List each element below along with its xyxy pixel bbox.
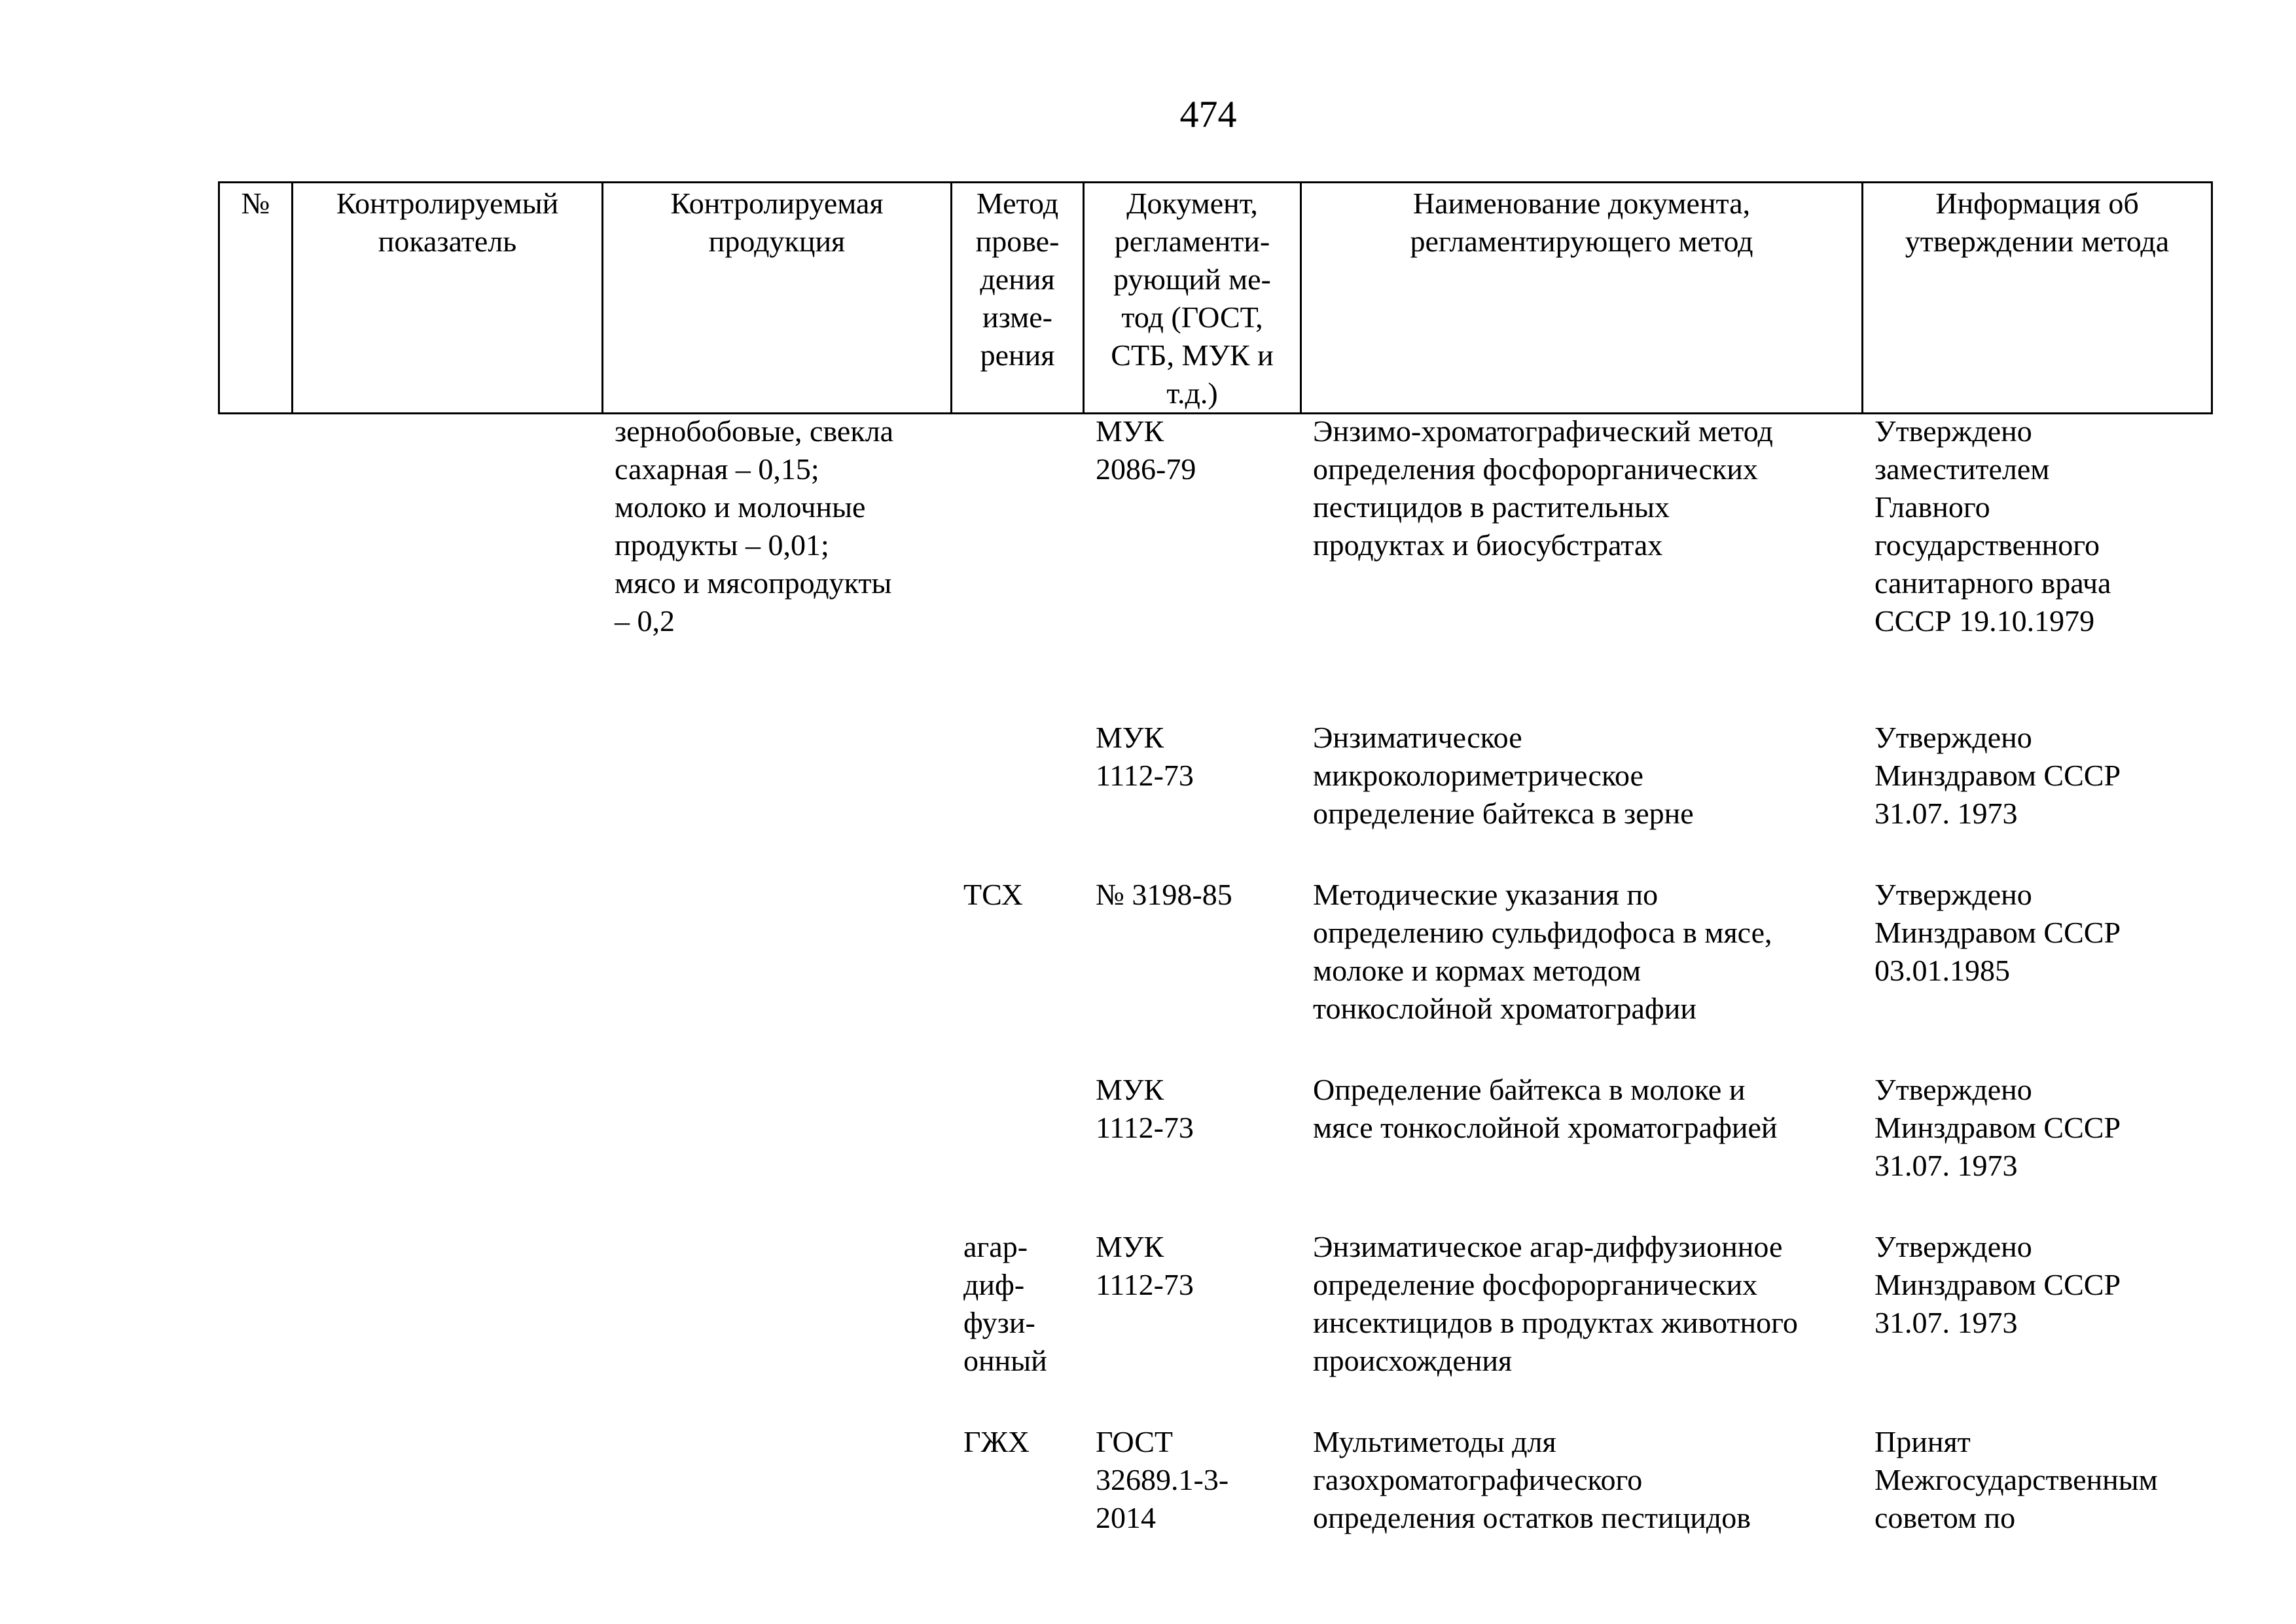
header-method: Метод прове- дения изме- рения xyxy=(952,183,1084,414)
cell-document: МУК 1112-73 xyxy=(1096,1230,1194,1301)
header-doc-name: Наименование документа, регламентирующего метод xyxy=(1301,183,1863,414)
cell-method xyxy=(950,407,1083,713)
cell-indicator xyxy=(291,1418,601,1554)
cell-product xyxy=(601,1418,950,1554)
cell-product: зернобобовые, свекла сахарная – 0,15; молоко и молочные продукты – 0,01; мясо и мясопродукты – 0,2 xyxy=(615,414,894,638)
cell-indicator xyxy=(291,1223,601,1418)
header-row xyxy=(219,183,2212,414)
cell-number xyxy=(218,871,291,1066)
header-approval: Информация об утверждении метода xyxy=(1863,183,2212,414)
cell-document: ГОСТ 32689.1-3- 2014 xyxy=(1096,1425,1229,1534)
cell-approval: Утверждено Минздравом СССР 31.07. 1973 xyxy=(1874,1073,2121,1182)
table-row xyxy=(218,407,2211,713)
cell-number xyxy=(218,1223,291,1418)
cell-doc-name: Энзиматическое агар-диффузионное определение фосфорорганических инсектицидов в продуктах животного происхождения xyxy=(1313,1230,1798,1377)
cell-doc-name: Энзиматическое микроколориметрическое определение байтекса в зерне xyxy=(1313,721,1694,830)
cell-approval: Утверждено Минздравом СССР 31.07. 1973 xyxy=(1874,721,2121,830)
cell-doc-name: Энзимо-хроматографический метод определения фосфорорганических пестицидов в растительных продуктах и биосубстратах xyxy=(1313,414,1773,562)
cell-product xyxy=(601,713,950,871)
header-product: Контролируемая продукция xyxy=(603,183,952,414)
cell-method xyxy=(950,1066,1083,1223)
cell-document: МУК 1112-73 xyxy=(1096,721,1194,792)
cell-number xyxy=(218,407,291,713)
cell-indicator xyxy=(291,871,601,1066)
cell-product xyxy=(601,1066,950,1223)
header-document: Документ, регламенти- рующий ме- тод (ГОСТ, СТБ, МУК и т.д.) xyxy=(1084,183,1301,414)
cell-product xyxy=(601,1223,950,1418)
table-row xyxy=(218,1223,2211,1418)
cell-method xyxy=(950,713,1083,871)
table-row xyxy=(218,1418,2211,1554)
table-row xyxy=(218,871,2211,1066)
cell-approval: Утверждено заместителем Главного государственного санитарного врача СССР 19.10.1979 xyxy=(1874,414,2111,638)
cell-number xyxy=(218,713,291,871)
table-header xyxy=(218,181,2213,414)
table-row xyxy=(218,1066,2211,1223)
cell-approval: Принят Межгосударственным советом по xyxy=(1874,1425,2158,1534)
cell-product xyxy=(601,871,950,1066)
table-body xyxy=(218,407,2211,1554)
cell-doc-name: Определение байтекса в молоке и мясе тонкослойной хроматографией xyxy=(1313,1073,1778,1144)
table-row xyxy=(218,713,2211,871)
cell-document: МУК 1112-73 xyxy=(1096,1073,1194,1144)
cell-doc-name: Мультиметоды для газохроматографического определения остатков пестицидов xyxy=(1313,1425,1751,1534)
cell-approval: Утверждено Минздравом СССР 31.07. 1973 xyxy=(1874,1230,2121,1339)
cell-document: МУК 2086-79 xyxy=(1096,414,1196,486)
cell-number xyxy=(218,1418,291,1554)
cell-number xyxy=(218,1066,291,1223)
cell-method: ГЖХ xyxy=(963,1425,1030,1458)
page-number: 474 xyxy=(1179,93,1237,135)
cell-indicator xyxy=(291,1066,601,1223)
cell-document: № 3198-85 xyxy=(1096,878,1232,911)
cell-method: агар- диф- фузи- онный xyxy=(963,1230,1047,1377)
header-number: № xyxy=(219,183,293,414)
cell-approval: Утверждено Минздравом СССР 03.01.1985 xyxy=(1874,878,2121,987)
header-indicator: Контролируемый показатель xyxy=(293,183,603,414)
cell-indicator xyxy=(291,713,601,871)
cell-indicator xyxy=(291,407,601,713)
cell-method: ТСХ xyxy=(963,878,1023,911)
cell-doc-name: Методические указания по определению сульфидофоса в мясе, молоке и кормах методом тонкослойной хроматографии xyxy=(1313,878,1772,1025)
